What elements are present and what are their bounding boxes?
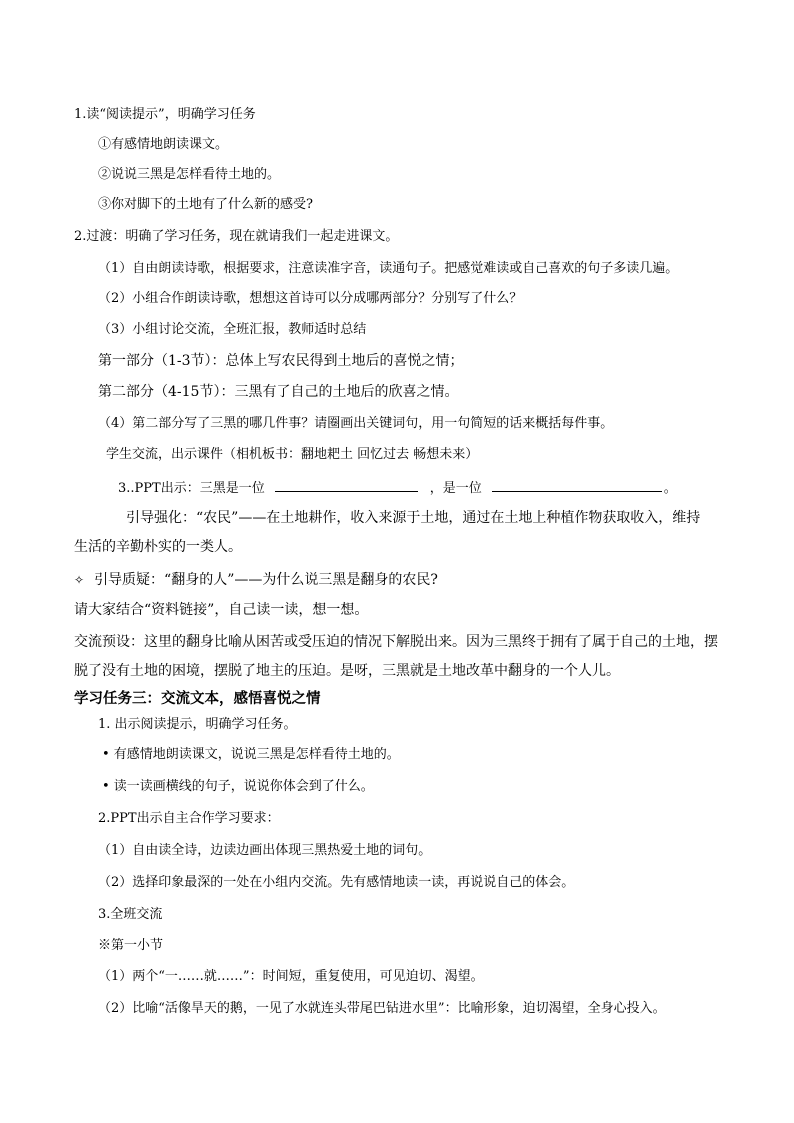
answer-blank[interactable] — [275, 478, 418, 492]
section2-title: 2.过渡：明确了学习任务，现在就请我们一起走进课文。 — [74, 229, 399, 244]
preset-text: 脱了没有土地的困境，摆脱了地主的压迫。是呀，三黑就是土地改革中翻身的一个人儿。 — [74, 663, 620, 679]
task3-point: （1）两个“一……就……”：时间短，重复使用，可见迫切、渴望。 — [98, 969, 484, 984]
section1-title: 1.读“阅读提示”，明确学习任务 — [74, 107, 256, 122]
task3-heading: 学习任务三：交流文本，感悟喜悦之情 — [74, 690, 321, 707]
preset-text: 交流预设：这里的翻身比喻从困苦或受压迫的情况下解脱出来。因为三黑终于拥有了属于自己的土地，摆 — [74, 634, 718, 650]
section2-step4: （4）第二部分写了三黑的哪几件事？请圈画出关键词句，用一句简短的话来概括每件事。 — [98, 416, 614, 431]
task3-point: （2）比喻“活像旱天的鹅，一见了水就连头带尾巴钻进水里”：比喻形象，迫切渴望，全身心投入。 — [98, 1001, 666, 1016]
section2-exchange: 学生交流，出示课件（相机板书：翻地耙土 回忆过去 畅想未来） — [106, 447, 479, 462]
task3-hint: • 读一读画横线的句子，说说你体会到了什么。 — [102, 779, 374, 794]
section2-part: 第二部分（4-15节）：三黑有了自己的土地后的欣喜之情。 — [98, 384, 459, 400]
section1-item: ①有感情地朗读课文。 — [98, 137, 229, 152]
ppt-end: 。 — [663, 481, 677, 496]
ppt-middle: ，是一位 — [429, 481, 482, 496]
section2-part: 第一部分（1-3节）：总体上写农民得到土地后的喜悦之情； — [98, 353, 464, 369]
question-invite: 请大家结合“资料链接”，自己读一读，想一想。 — [74, 602, 369, 618]
section2-step: （1）自由朗读诗歌，根据要求，注意读准字音，读通句子。把感觉难读或自己喜欢的句子多读几遍。 — [98, 261, 679, 276]
ppt-prefix: 3..PPT出示：三黑是一位 — [118, 481, 265, 496]
diamond-bullet-icon: ✧ — [74, 573, 85, 587]
task3-subheading: ※第一小节 — [98, 938, 164, 953]
question-text: 引导质疑：“翻身的人”——为什么说三黑是翻身的农民? — [94, 572, 438, 588]
task3-req: （1）自由读全诗，边读边画出体现三黑热爱土地的词句。 — [98, 843, 432, 858]
question-line — [74, 571, 438, 589]
section1-item: ③你对脚下的土地有了什么新的感受? — [98, 197, 313, 212]
task3-step2: 2.PPT出示自主合作学习要求： — [98, 811, 280, 826]
guide-text: 生活的辛勤朴实的一类人。 — [74, 539, 242, 555]
task3-hint: • 有感情地朗读课文，说说三黑是怎样看待土地的。 — [102, 747, 400, 762]
ppt-fill-blank — [118, 478, 677, 498]
task3-step3: 3.全班交流 — [98, 907, 163, 922]
task3-req: （2）选择印象最深的一处在小组内交流。先有感情地读一读，再说说自己的体会。 — [98, 875, 575, 890]
task3-step1: 1. 出示阅读提示，明确学习任务。 — [98, 717, 297, 732]
section2-step: （2）小组合作朗读诗歌，想想这首诗可以分成哪两部分？分别写了什么？ — [98, 291, 523, 306]
answer-blank[interactable] — [492, 478, 662, 492]
section1-item: ②说说三黑是怎样看待土地的。 — [98, 167, 281, 182]
guide-text: 引导强化：“农民”——在土地耕作，收入来源于土地，通过在土地上种植作物获取收入，维持 — [126, 510, 701, 526]
section2-step: （3）小组讨论交流，全班汇报，教师适时总结 — [98, 322, 367, 337]
